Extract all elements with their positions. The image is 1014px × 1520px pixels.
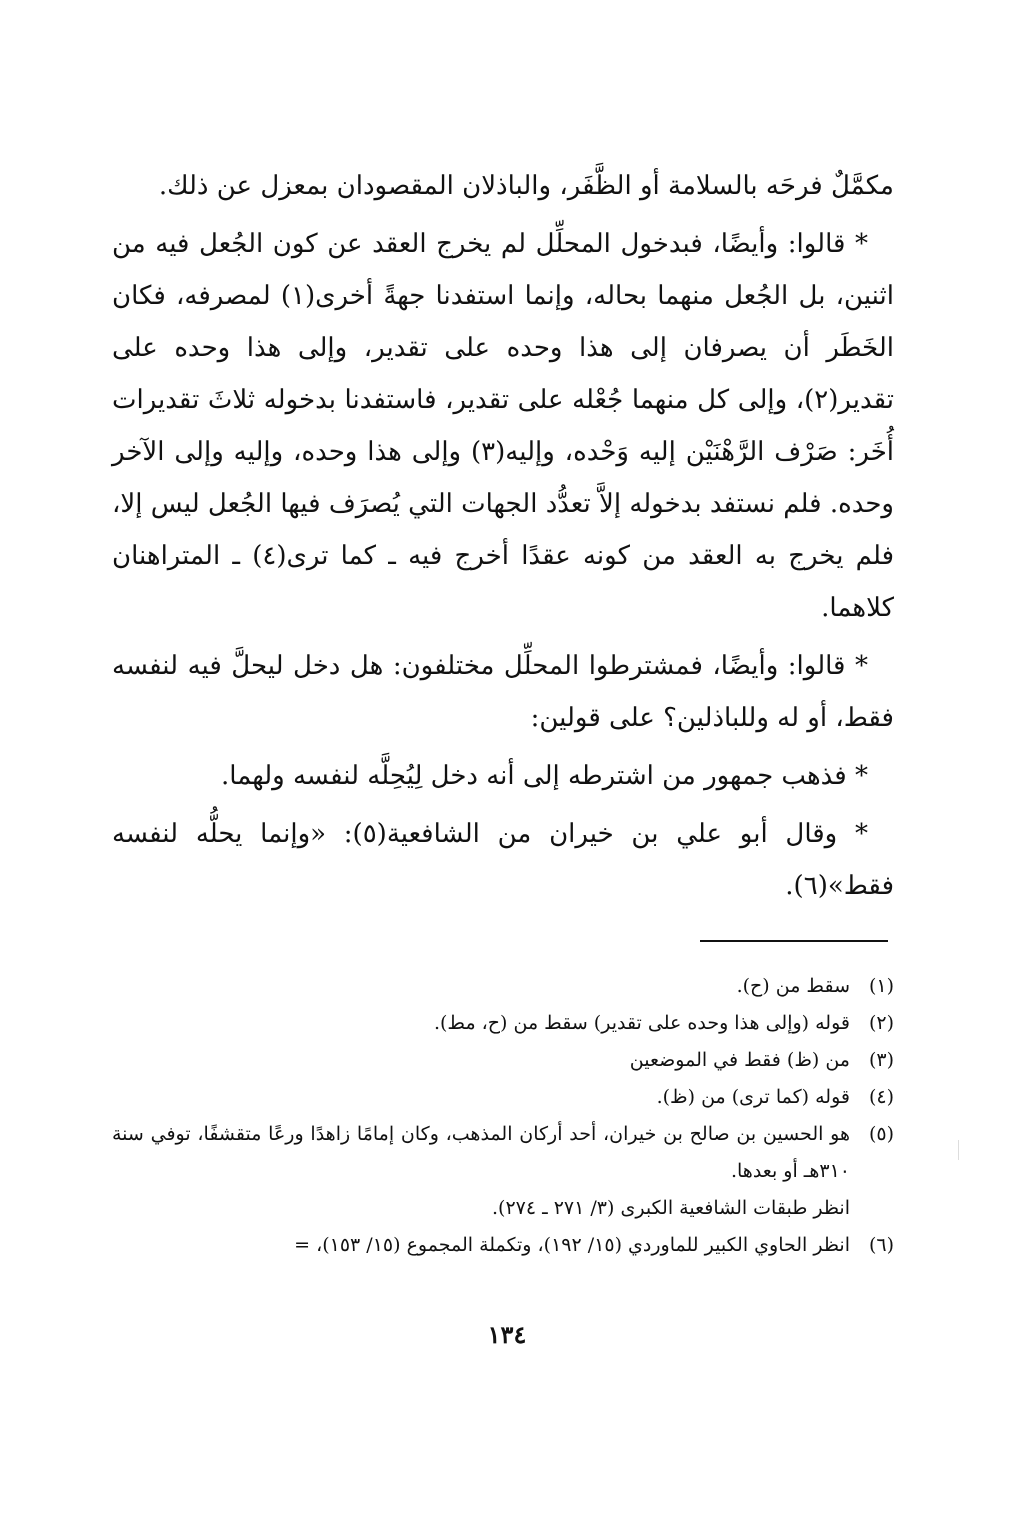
footnote-text: من (ظ) فقط في الموضعين bbox=[629, 1049, 850, 1071]
footnote-text: سقط من (ح). bbox=[736, 975, 850, 997]
paragraph-majority-view: * فذهب جمهور من اشترطه إلى أنه دخل لِيُحِلَّه لنفسه ولهما. bbox=[221, 761, 868, 791]
paragraph-continuation: مكمَّلٌ فرحَه بالسلامة أو الظَّفَر، والباذلان المقصودان بمعزل عن ذلك. bbox=[158, 171, 894, 201]
paragraph-ibn-khayran-view: * وقال أبو علي بن خيران من الشافعية(٥): «وإنما يحلُّه لنفسه فقط»(٦). bbox=[112, 819, 894, 901]
footnote-1 bbox=[112, 968, 894, 1005]
footnote-number: (٤) bbox=[868, 1086, 894, 1108]
main-text bbox=[112, 160, 894, 918]
footnote-5 bbox=[112, 1116, 894, 1227]
footnote-number: (٦) bbox=[868, 1234, 894, 1256]
footnote-biography: هو الحسين بن صالح بن خيران، أحد أركان المذهب، وكان إمامًا زاهدًا ورعًا متقشفًا، توفي سنة ٣١٠هـ أو بعدها. bbox=[112, 1123, 850, 1182]
footnote-number: (٢) bbox=[868, 1012, 894, 1034]
paragraph-first-argument: * قالوا: وأيضًا، فبدخول المحلِّل لم يخرج العقد عن كون الجُعل فيه من اثنين، بل الجُعل منهما بحاله، وإنما استفدنا جهةً أخرى(١) لمصرفه، فكان الخَطَر أن يصرفان إلى هذا وحده على تقدير، وإلى هذا وحده على تقدير(٢)، وإلى كل منهما جُعْله على تقدير، فاستفدنا بدخوله ثلاثَ تقديرات أُخَر: صَرْف الرَّهْنَيْن إليه وَحْده، وإليه(٣) وإلى هذا وحده، وإليه وإلى الآخر وحده. فلم نستفد بدخوله إلاَّ تعدُّد الجهات التي يُصرَف فيها الجُعل ليس إلا، فلم يخرج به العقد من كونه عقدًا أخرج فيه ـ كما ترى(٤) ـ المتراهنان كلاهما. bbox=[112, 229, 894, 623]
footnote-separator bbox=[700, 940, 888, 942]
footnote-4 bbox=[112, 1079, 894, 1116]
footnote-text: قوله (وإلى هذا وحده على تقدير) سقط من (ح، مط). bbox=[433, 1012, 850, 1034]
footnote-number: (٣) bbox=[868, 1049, 894, 1071]
footnote-number: (٥) bbox=[868, 1123, 894, 1145]
page-number: ١٣٤ bbox=[487, 1320, 527, 1349]
footnote-text: انظر الحاوي الكبير للماوردي (١٥/ ١٩٢)، وتكملة المجموع (١٥/ ١٥٣)، = bbox=[294, 1234, 850, 1256]
footnote-text bbox=[112, 1116, 850, 1227]
footnote-text: قوله (كما ترى) من (ظ). bbox=[656, 1086, 850, 1108]
scan-margin-mark bbox=[958, 1140, 959, 1160]
footnote-2 bbox=[112, 1005, 894, 1042]
footnotes bbox=[112, 968, 894, 1264]
footnote-6 bbox=[112, 1227, 894, 1264]
footnote-number: (١) bbox=[868, 975, 894, 997]
paragraph-second-argument: * قالوا: وأيضًا، فمشترطوا المحلِّل مختلفون: هل دخل ليحلَّ فيه لنفسه فقط، أو له وللباذلين؟ على قولين: bbox=[112, 651, 894, 733]
footnote-reference: انظر طبقات الشافعية الكبرى (٣/ ٢٧١ ـ ٢٧٤). bbox=[491, 1197, 850, 1219]
footnote-3 bbox=[112, 1042, 894, 1079]
